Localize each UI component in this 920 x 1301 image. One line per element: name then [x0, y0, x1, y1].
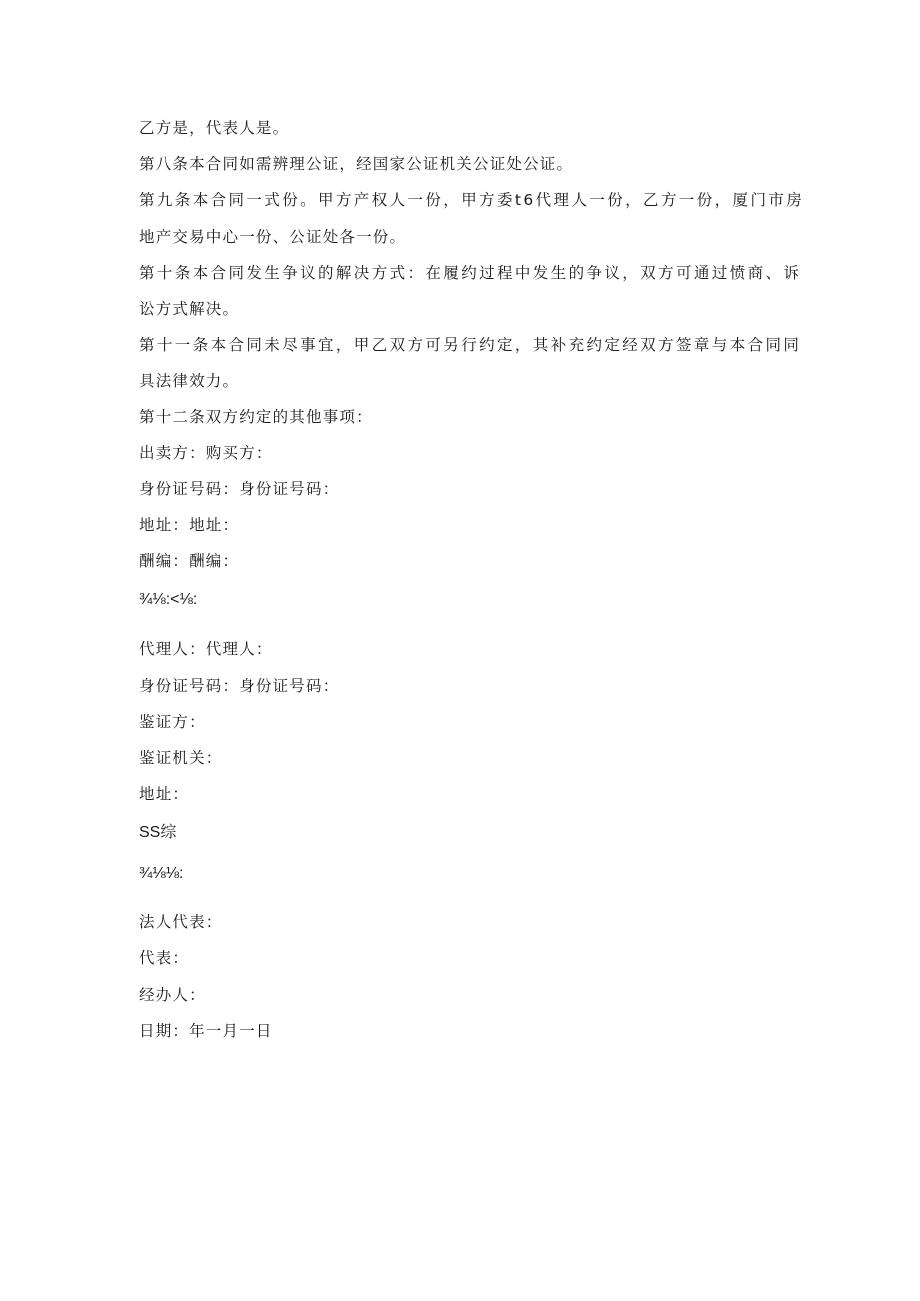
line-address: 地址：地址： [139, 516, 240, 534]
line-party-b: 乙方是，代表人是。 [139, 119, 290, 137]
line-article-9: 第九条本合同一式份。甲方产权人一份，甲方委t6代理人一份，乙方一份，厦门市房 [139, 191, 805, 209]
line-article-9-cont: 地产交易中心一份、公证处各一份。 [139, 228, 407, 246]
line-article-12: 第十二条双方约定的其他事项： [139, 408, 373, 426]
line-article-8: 第八条本合同如需辨理公证，经国家公证机关公证处公证。 [139, 155, 574, 173]
line-article-10: 第十条本合同发生争议的解决方式：在履约过程中发生的争议，双方可通过愤商、诉 [139, 264, 802, 282]
line-garbled-1: ¾⅛:<⅛: [139, 591, 198, 608]
line-witness-address: 地址： [139, 785, 190, 803]
line-article-11: 第十一条本合同未尽事宜，甲乙双方可另行约定，其补充约定经双方签章与本合同同 [139, 336, 802, 354]
line-garbled-2: SS综 [139, 824, 177, 841]
line-date: 日期：年一月一日 [139, 1022, 273, 1040]
line-seller-buyer: 出卖方：购买方： [139, 444, 273, 462]
line-postcode: 酬编：酬编： [139, 552, 240, 570]
line-representative: 代表： [139, 949, 190, 967]
line-handler: 经办人： [139, 986, 206, 1004]
line-witness-authority: 鉴证机关： [139, 749, 223, 767]
line-witness-party: 鉴证方： [139, 713, 206, 731]
line-garbled-3: ¾⅛⅛: [139, 865, 184, 882]
line-article-10-cont: 讼方式解决。 [139, 300, 240, 318]
line-legal-rep: 法人代表： [139, 913, 223, 931]
line-id-number: 身份证号码：身份证号码： [139, 480, 340, 498]
line-agent: 代理人：代理人： [139, 640, 273, 658]
line-article-11-cont: 具法律效力。 [139, 372, 240, 390]
line-agent-id-number: 身份证号码：身份证号码： [139, 677, 340, 695]
